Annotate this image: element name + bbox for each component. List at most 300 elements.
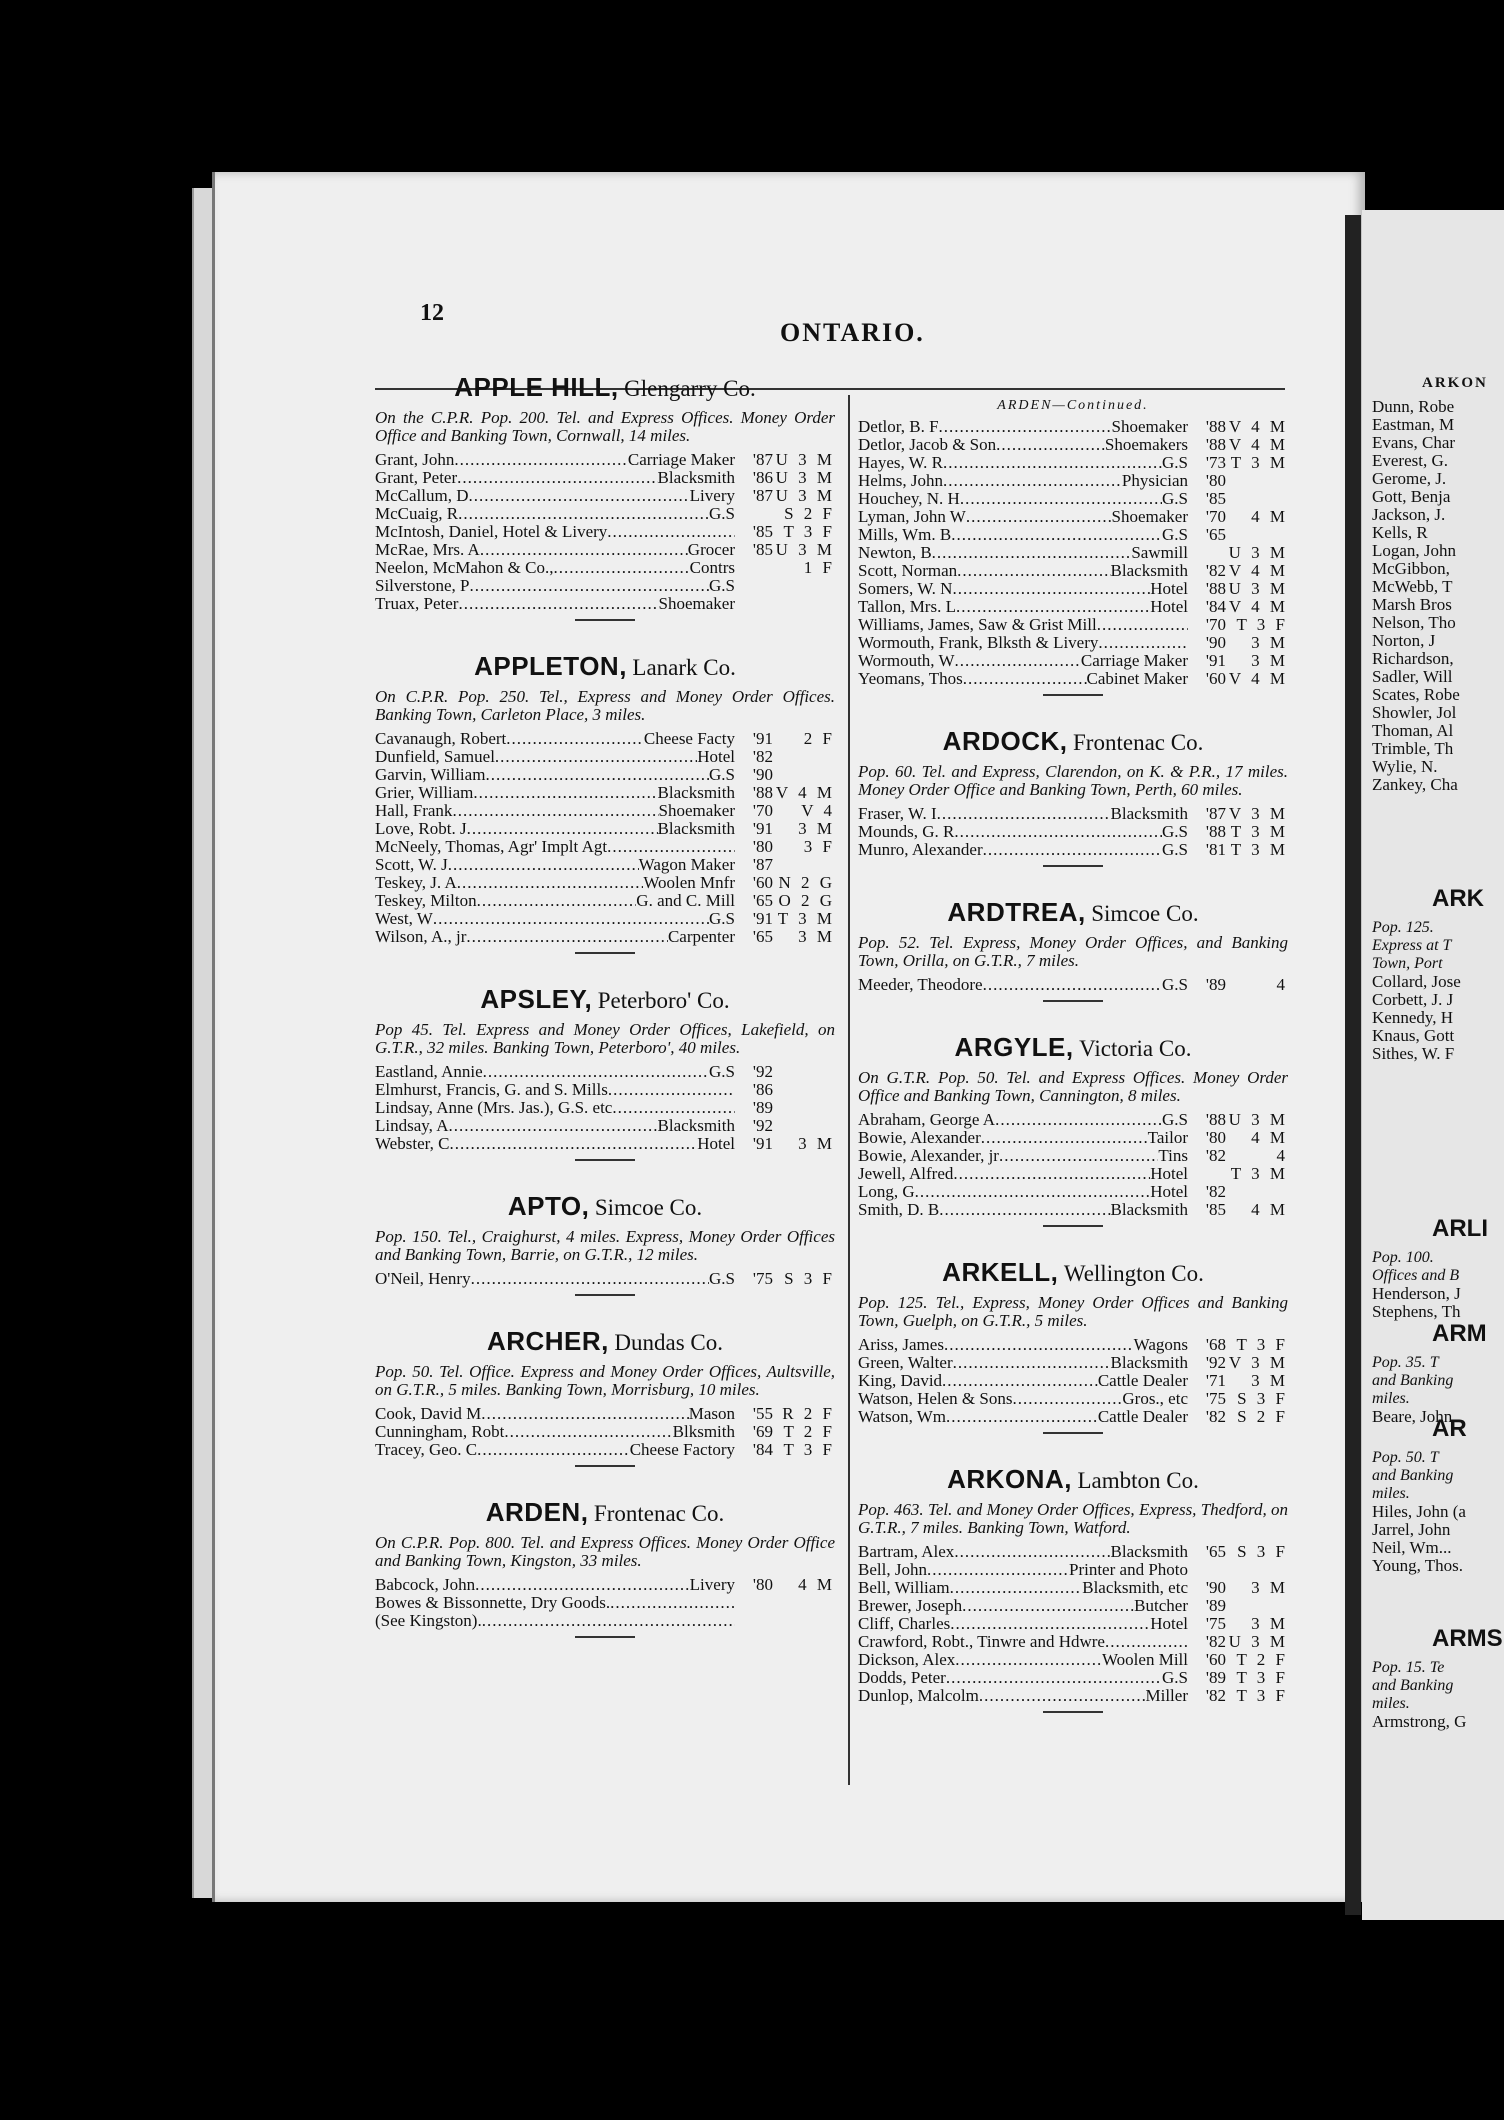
entry-year: '85: [752, 522, 773, 541]
entry-rating: 3 M: [798, 927, 835, 946]
next-page-entry: Jackson, J.: [1372, 505, 1446, 524]
entry-year: '91: [752, 729, 773, 748]
town-county: Frontenac Co.: [593, 1501, 725, 1526]
entry-rating: T 2 F: [783, 1422, 835, 1441]
entry-name: Houchey, N. H: [858, 489, 960, 508]
entry-year: '87: [752, 855, 773, 874]
town-heading: [375, 651, 835, 682]
entry-year: '88: [1205, 417, 1226, 436]
entry-year: '87: [1205, 804, 1226, 823]
entry-name: Dunfield, Samuel: [375, 747, 495, 766]
entry-name: Yeomans, Thos: [858, 669, 963, 688]
leader-dots: [962, 1597, 1134, 1615]
page-number: 12: [420, 300, 444, 326]
leader-dots: [954, 823, 1162, 841]
directory-entry: [858, 1129, 1288, 1147]
entry-name: Brewer, Joseph: [858, 1596, 963, 1615]
directory-entry: [858, 1183, 1288, 1201]
town-description: Pop. 150. Tel., Craighurst, 4 miles. Express, Money Order Offices and Banking Town, Barrie, on G.T.R., 12 miles.: [375, 1227, 835, 1264]
entry-name: Smith, D. B: [858, 1200, 940, 1219]
entry-rating: 2 F: [803, 729, 835, 748]
section-separator: [575, 619, 635, 621]
entry-rating: T 3 F: [1236, 1686, 1288, 1705]
entry-year: '60: [1205, 1650, 1226, 1669]
town-county: Lanark Co.: [632, 655, 736, 680]
entry-trade: Butcher: [1134, 1596, 1188, 1615]
entry-name: Teskey, Milton: [375, 891, 477, 910]
entry-rating: V 4 M: [1228, 561, 1288, 580]
directory-entry: [375, 802, 835, 820]
entry-rating: S 3 F: [784, 1269, 835, 1288]
leader-dots: [607, 523, 735, 541]
entry-year: '87: [752, 486, 773, 505]
entry-year: '80: [752, 837, 773, 856]
entry-rating: V 3 M: [1228, 804, 1288, 823]
entry-name: Bowie, Alexander, jr: [858, 1146, 999, 1165]
town-section: [858, 1257, 1288, 1434]
entry-rating: T 3 F: [783, 1440, 835, 1459]
leader-dots: [553, 559, 689, 577]
next-page-block: [1362, 1320, 1504, 1426]
entry-name: Babcock, John: [375, 1575, 476, 1594]
entry-rating: T 3 F: [1236, 1668, 1288, 1687]
entry-name: Watson, Helen & Sons: [858, 1389, 1013, 1408]
next-page-entry: Armstrong, G: [1372, 1712, 1467, 1731]
entry-trade: Hotel: [697, 1134, 735, 1153]
next-page-description: and Banking: [1372, 1467, 1454, 1484]
entry-trade: Tailor: [1147, 1128, 1188, 1147]
entry-trade: Blksmith: [672, 1422, 735, 1441]
continued-title: ARDEN—Continued.: [997, 398, 1149, 413]
entry-name: Mounds, G. R: [858, 822, 955, 841]
entry-year: '91: [752, 909, 773, 928]
town-name: ARDOCK,: [942, 726, 1068, 756]
entry-name: Hayes, W. R: [858, 453, 943, 472]
next-page-description: miles.: [1372, 1695, 1410, 1712]
next-page-entry: Nelson, Tho: [1372, 613, 1456, 632]
entry-year: '88: [1205, 1110, 1226, 1129]
leader-dots: [960, 490, 1162, 508]
directory-entry: [858, 1390, 1288, 1408]
entry-year: '82: [1205, 1686, 1226, 1705]
directory-entry: [375, 541, 835, 559]
entry-year: '90: [1205, 1578, 1226, 1597]
entry-year: [735, 1612, 773, 1630]
entry-rating: S 2 F: [784, 504, 835, 523]
next-page-description: Offices and B: [1372, 1267, 1460, 1284]
directory-entry: [375, 1099, 835, 1117]
entry-rating: 3 M: [1251, 1371, 1288, 1390]
entry-rating: 3 F: [803, 837, 835, 856]
entry-trade: Cabinet Maker: [1086, 669, 1188, 688]
town-heading: [375, 1497, 835, 1528]
entry-name: Detlor, B. F: [858, 417, 939, 436]
entry-year: '91: [752, 1134, 773, 1153]
next-page-entry: McGibbon,: [1372, 559, 1450, 578]
next-page-entry: Jarrel, John: [1372, 1520, 1451, 1539]
entry-rating: [1226, 1183, 1288, 1201]
leader-dots: [483, 1063, 709, 1081]
town-description: On G.T.R. Pop. 50. Tel. and Express Offices. Money Order Office and Banking Town, Cannington, 8 miles.: [858, 1068, 1288, 1105]
next-page-entry: Trimble, Th: [1372, 739, 1454, 758]
entry-year: '70: [1205, 507, 1226, 526]
entry-name: Williams, James, Saw & Grist Mill: [858, 615, 1097, 634]
entry-rating: [773, 748, 835, 766]
next-page-block: [1362, 1625, 1504, 1731]
entry-year: '82: [1205, 561, 1226, 580]
leader-dots: [457, 874, 644, 892]
next-page-description: Express at T: [1372, 937, 1452, 954]
entry-trade: Blacksmith: [1110, 1542, 1188, 1561]
leader-dots: [955, 652, 1081, 670]
next-page-fragment: [1362, 210, 1504, 1920]
leader-dots: [449, 1135, 697, 1153]
entry-trade: Mason: [688, 1404, 735, 1423]
next-page-entry: Wylie, N.: [1372, 757, 1438, 776]
entry-trade: Hotel: [1150, 579, 1188, 598]
town-section: [858, 726, 1288, 867]
entry-rating: U 3 M: [1228, 579, 1288, 598]
leader-dots: [996, 436, 1105, 454]
directory-entry: [858, 634, 1288, 652]
leader-dots: [1097, 616, 1188, 634]
entry-rating: [773, 1594, 835, 1612]
entry-trade: Wagons: [1133, 1335, 1188, 1354]
section-separator: [1043, 1711, 1103, 1713]
next-page-entry: Eastman, M: [1372, 415, 1455, 434]
entry-name: Grant, Peter: [375, 468, 458, 487]
directory-entry: [858, 1543, 1288, 1561]
entry-rating: [773, 595, 835, 613]
entry-year: '89: [1205, 1596, 1226, 1615]
entry-trade: Blacksmith: [1110, 561, 1188, 580]
next-page-entry: Gott, Benja: [1372, 487, 1451, 506]
entry-name: Scott, Norman: [858, 561, 958, 580]
section-separator: [1043, 865, 1103, 867]
entry-trade: Shoemaker: [1111, 507, 1188, 526]
entry-name: Silverstone, P: [375, 576, 470, 595]
directory-entry: [375, 1270, 835, 1288]
entry-year: '82: [1205, 1182, 1226, 1201]
next-page-entry: Hiles, John (a: [1372, 1502, 1466, 1521]
directory-entry: [375, 559, 835, 577]
town-description: Pop. 463. Tel. and Money Order Offices, Express, Thedford, on G.T.R., 7 miles. Banking Town, Watford.: [858, 1500, 1288, 1537]
entry-rating: T 3 F: [783, 522, 835, 541]
entry-year: '75: [1205, 1614, 1226, 1633]
leader-dots: [946, 1669, 1162, 1687]
next-page-entry: Knaus, Gott: [1372, 1026, 1455, 1045]
leader-dots: [612, 1099, 735, 1117]
leader-dots: [477, 892, 637, 910]
leader-dots: [1098, 634, 1188, 652]
leader-dots: [915, 1183, 1151, 1201]
directory-entry: [375, 469, 835, 487]
directory-entry: [375, 730, 835, 748]
entry-year: '60: [1205, 669, 1226, 688]
leader-dots: [944, 1336, 1134, 1354]
entry-trade: Hotel: [1150, 1182, 1188, 1201]
entry-year: [1188, 1165, 1226, 1183]
section-separator: [575, 1636, 635, 1638]
leader-dots: [957, 562, 1110, 580]
entry-trade: Cheese Factory: [629, 1440, 735, 1459]
leader-dots: [954, 1543, 1110, 1561]
directory-entry: [375, 595, 835, 613]
entry-year: '82: [752, 747, 773, 766]
column-divider: [848, 395, 850, 1785]
section-separator: [1043, 1432, 1103, 1434]
entry-year: [735, 559, 773, 577]
entry-rating: 1 F: [803, 558, 835, 577]
entry-trade: Blacksmith: [1110, 1200, 1188, 1219]
entry-name: Tallon, Mrs. L: [858, 597, 956, 616]
entry-trade: Grocer: [687, 540, 735, 559]
entry-year: '70: [752, 801, 773, 820]
entry-name: Munro, Alexander: [858, 840, 983, 859]
town-description: Pop 45. Tel. Express and Money Order Offices, Lakefield, on G.T.R., 32 miles. Banking Town, Peterboro', 40 miles.: [375, 1020, 835, 1057]
directory-entry: [858, 1201, 1288, 1219]
town-name: ARGYLE,: [954, 1032, 1074, 1062]
entry-year: '88: [752, 783, 773, 802]
entry-year: '88: [1205, 435, 1226, 454]
next-page-entry: Collard, Jose: [1372, 972, 1461, 991]
directory-entry: [375, 748, 835, 766]
entry-trade: Shoemakers: [1104, 435, 1188, 454]
entry-rating: R 2 F: [782, 1404, 835, 1423]
directory-entry: [375, 892, 835, 910]
entry-year: '69: [752, 1422, 773, 1441]
entry-year: '82: [1205, 1407, 1226, 1426]
entry-name: Bell, John: [858, 1560, 927, 1579]
leader-dots: [480, 541, 688, 559]
entry-rating: T 3 M: [1230, 822, 1288, 841]
entry-name: Bartram, Alex: [858, 1542, 955, 1561]
leader-dots: [937, 805, 1111, 823]
entry-name: Webster, C: [375, 1134, 450, 1153]
directory-entry: [375, 505, 835, 523]
entry-trade: Shoemaker: [658, 594, 735, 613]
entry-trade: Hotel: [697, 747, 735, 766]
directory-entry: [858, 1579, 1288, 1597]
entry-rating: 4: [1276, 975, 1288, 994]
entry-trade: Blacksmith: [1110, 1353, 1188, 1372]
town-county: Simcoe Co.: [1091, 901, 1199, 926]
directory-entry: [858, 1111, 1288, 1129]
entry-rating: [1226, 1597, 1288, 1615]
next-page-block: [1362, 375, 1504, 794]
directory-entry: [375, 1063, 835, 1081]
entry-trade: Blacksmith: [657, 468, 735, 487]
town-description: Pop. 50. Tel. Office. Express and Money Order Offices, Aultsville, on G.T.R., 5 miles. Banking Town, Morrisburg, 10 miles.: [375, 1362, 835, 1399]
leader-dots: [506, 730, 644, 748]
entry-trade: Shoemaker: [658, 801, 735, 820]
directory-entry: [375, 1576, 835, 1594]
entry-name: McCuaig, R: [375, 504, 459, 523]
town-heading: [375, 984, 835, 1015]
directory-entry: [375, 766, 835, 784]
book-gutter: [1345, 215, 1361, 1915]
entry-rating: [773, 1099, 835, 1117]
entry-year: '92: [1205, 1353, 1226, 1372]
entry-rating: [773, 1117, 835, 1135]
next-page-heading: AR: [1432, 1415, 1467, 1442]
entry-rating: V 4 M: [1228, 669, 1288, 688]
entry-trade: Hotel: [1150, 1614, 1188, 1633]
town-description: Pop. 125. Tel., Express, Money Order Offices and Banking Town, Guelph, on G.T.R., 5 miles.: [858, 1293, 1288, 1330]
entry-name: Jewell, Alfred: [858, 1164, 954, 1183]
town-section: [375, 1497, 835, 1638]
entry-year: '89: [1205, 975, 1226, 994]
entry-trade: Printer and Photo: [1069, 1560, 1188, 1579]
next-page-description: Pop. 125.: [1372, 919, 1434, 936]
entry-name: Abraham, George A: [858, 1110, 996, 1129]
leader-dots: [951, 526, 1162, 544]
directory-entry: [858, 841, 1288, 859]
leader-dots: [448, 856, 639, 874]
entry-trade: Shoemaker: [1111, 417, 1188, 436]
entry-rating: V 4 M: [775, 783, 835, 802]
entry-trade: Blacksmith: [657, 819, 735, 838]
entry-year: [735, 595, 773, 613]
entry-rating: V 4 M: [1228, 597, 1288, 616]
next-page-entry: Marsh Bros: [1372, 595, 1452, 614]
next-page-description: Pop. 50. T: [1372, 1449, 1439, 1466]
next-page-heading: ARK: [1432, 885, 1484, 912]
entry-year: '75: [1205, 1389, 1226, 1408]
town-county: Dundas Co.: [614, 1330, 724, 1355]
entry-rating: U 3 M: [775, 468, 835, 487]
next-page-entry: Thoman, Al: [1372, 721, 1454, 740]
leader-dots: [485, 766, 709, 784]
entry-rating: T 3 F: [1236, 615, 1288, 634]
next-page-entry: Dunn, Robe: [1372, 397, 1455, 416]
entry-rating: U 3 M: [775, 540, 835, 559]
entry-trade: Hotel: [1150, 597, 1188, 616]
entry-name: Teskey, J. A: [375, 873, 457, 892]
next-page-heading: ARM: [1432, 1320, 1487, 1347]
leader-dots: [607, 838, 735, 856]
leader-dots: [943, 454, 1162, 472]
entry-trade: Carriage Maker: [1080, 651, 1188, 670]
entry-name: McCallum, D: [375, 486, 469, 505]
entry-trade: G.S: [709, 576, 735, 595]
entry-name: Dodds, Peter: [858, 1668, 946, 1687]
entry-year: '65: [1205, 1542, 1226, 1561]
entry-name: Dunlop, Malcolm: [858, 1686, 979, 1705]
next-page-heading: ARMS: [1432, 1625, 1503, 1652]
town-heading: [375, 1191, 835, 1222]
entry-trade: G.S: [1162, 1668, 1188, 1687]
entry-year: [1188, 544, 1226, 562]
town-county: Frontenac Co.: [1073, 730, 1204, 755]
entry-trade: G. and C. Mill: [636, 891, 735, 910]
entry-name: Cunningham, Robt: [375, 1422, 505, 1441]
entry-trade: G.S: [1162, 822, 1188, 841]
entry-name: McRae, Mrs. A: [375, 540, 480, 559]
leader-dots: [452, 802, 658, 820]
leader-dots: [473, 784, 657, 802]
entry-name: Lyman, John W: [858, 507, 966, 526]
entry-name: Garvin, William: [375, 765, 486, 784]
leader-dots: [943, 472, 1122, 490]
entry-rating: 3 M: [1251, 633, 1288, 652]
entry-year: '65: [752, 891, 773, 910]
directory-entry: [858, 1147, 1288, 1165]
leader-dots: [469, 487, 690, 505]
entry-trade: Blacksmith, etc: [1082, 1578, 1188, 1597]
entry-trade: Cheese Facty: [643, 729, 735, 748]
entry-year: '85: [1205, 1200, 1226, 1219]
directory-entry: [375, 1423, 835, 1441]
entry-year: '80: [752, 1575, 773, 1594]
entry-name: Tracey, Geo. C: [375, 1440, 478, 1459]
entry-name: Long, G: [858, 1182, 915, 1201]
entry-year: '84: [1205, 597, 1226, 616]
entry-name: Green, Walter: [858, 1353, 953, 1372]
entry-rating: V 4 M: [1228, 435, 1288, 454]
section-separator: [575, 1159, 635, 1161]
directory-entry: [375, 928, 835, 946]
entry-year: '92: [752, 1062, 773, 1081]
next-page-entry: McWebb, T: [1372, 577, 1453, 596]
entry-year: '85: [1205, 489, 1226, 508]
leader-dots: [999, 1147, 1158, 1165]
entry-year: '86: [752, 468, 773, 487]
next-page-block: [1362, 885, 1504, 1063]
entry-name: Helms, John: [858, 471, 943, 490]
leader-dots: [939, 418, 1112, 436]
directory-entry: [858, 823, 1288, 841]
leader-dots: [955, 1651, 1102, 1669]
entry-name: Mills, Wm. B: [858, 525, 952, 544]
entry-rating: [773, 856, 835, 874]
entry-name: Cook, David M: [375, 1404, 482, 1423]
section-separator: [1043, 1225, 1103, 1227]
entry-trade: G.S: [709, 909, 735, 928]
entry-rating: [773, 1063, 835, 1081]
directory-entry: [858, 472, 1288, 490]
section-separator: [575, 952, 635, 954]
next-page-entry: Stephens, Th: [1372, 1302, 1461, 1321]
town-heading: [858, 1257, 1288, 1288]
entry-trade: Blacksmith: [657, 783, 735, 802]
directory-entry: [858, 544, 1288, 562]
entry-trade: G.S: [1162, 1110, 1188, 1129]
next-page-entry: Young, Thos.: [1372, 1556, 1464, 1575]
directory-entry: [858, 1651, 1288, 1669]
leader-dots: [466, 928, 668, 946]
town-heading: [858, 1032, 1288, 1063]
directory-entry: [858, 1615, 1288, 1633]
next-page-description: miles.: [1372, 1485, 1410, 1502]
entry-trade: G.S: [709, 1062, 735, 1081]
next-page-description: Pop. 100.: [1372, 1249, 1434, 1266]
directory-entry: [375, 838, 835, 856]
entry-year: '91: [1205, 651, 1226, 670]
leader-dots: [927, 1561, 1069, 1579]
entry-rating: [1226, 472, 1288, 490]
directory-entry: [858, 805, 1288, 823]
entry-year: '81: [1205, 840, 1226, 859]
directory-entry: [375, 856, 835, 874]
town-section: [375, 1326, 835, 1467]
next-page-entry: Kells, R: [1372, 523, 1428, 542]
entry-year: '75: [752, 1269, 773, 1288]
entry-name: Wormouth, W: [858, 651, 955, 670]
entry-trade: Livery: [689, 1575, 735, 1594]
leader-dots: [458, 505, 709, 523]
entry-rating: T 3 M: [777, 909, 835, 928]
